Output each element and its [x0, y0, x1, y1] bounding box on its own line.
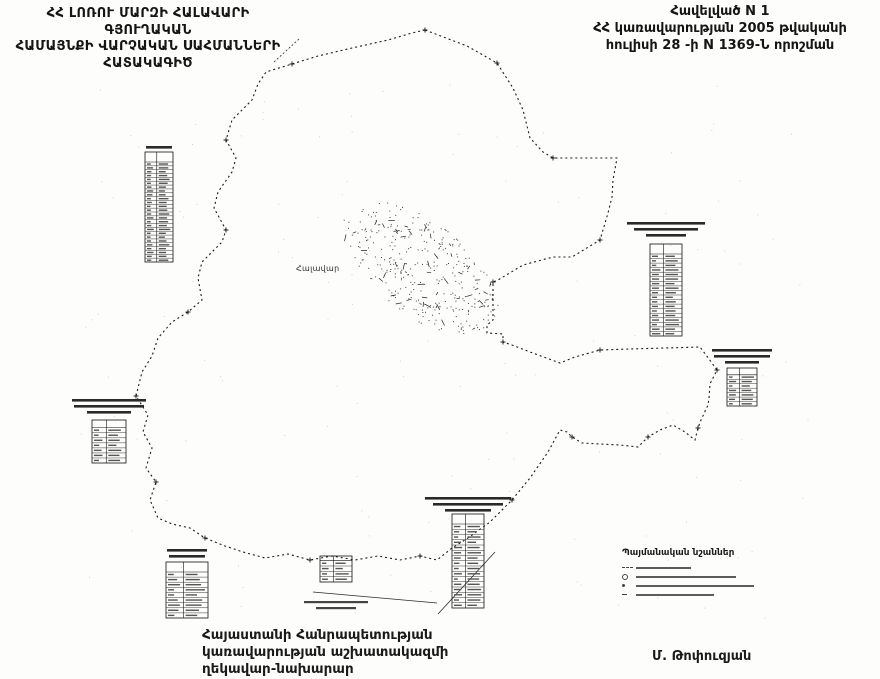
title-line-1: ՀՀ ԼՈՌՈՒ ՄԱՐԶԻ ՀԱԼԱՎԱՐԻ ԳՅՈՒՂԱԿԱՆ: [46, 6, 250, 38]
appendix-line-3: հուլիսի 28 -ի N 1369-Ն որոշման: [605, 37, 835, 53]
circle-mark-icon: [622, 574, 636, 580]
coordinate-table-t1: [145, 146, 173, 262]
appendix-note: [566, 4, 874, 55]
legend-item-label: [636, 594, 714, 596]
settlement-area-marks: [344, 203, 499, 335]
coordinate-table-t4: [72, 399, 146, 463]
dash-dot-line-icon: [622, 567, 636, 568]
footer-line-2: կառավարության աշխատակազմի: [202, 643, 449, 660]
coordinate-table-t6: [304, 556, 368, 609]
coordinate-table-t2: [627, 222, 705, 336]
coordinate-table-t5: [166, 549, 208, 618]
title-line-2: ՀԱՄԱՅՆՔԻ ՎԱՐՉԱԿԱՆ ՍԱՀՄԱՆՆԵՐԻ: [15, 39, 281, 55]
scan-noise: [81, 84, 809, 618]
footer-line-1: Հայաստանի Հանրապետության: [202, 627, 433, 643]
legend-item-label: [636, 576, 736, 578]
footer-line-3: ղեկավար-նախարար: [202, 660, 354, 677]
title-line-3: ՀԱՏԱԿԱԳԻԾ: [103, 55, 193, 71]
page-title: [6, 6, 290, 73]
legend-item: [622, 572, 798, 581]
signature-name: Մ. Թոփուզյան: [652, 649, 752, 664]
boundary-point-marks: [134, 28, 720, 563]
legend-title: Պայմանական նշաններ: [622, 548, 735, 558]
community-boundary-line: [136, 30, 717, 560]
appendix-line-2: ՀՀ կառավարության 2005 թվականի: [593, 20, 847, 36]
legend-item: [622, 590, 798, 599]
legend-item: [622, 563, 798, 572]
cross-mark-icon: [622, 594, 636, 595]
map-legend: [622, 548, 798, 599]
legend-item-label: [636, 585, 754, 587]
footer-official-text: [202, 627, 502, 678]
legend-items: [622, 563, 798, 599]
coordinate-table-t3: [712, 349, 772, 406]
dot-mark-icon: [622, 584, 636, 587]
road-line: [438, 552, 495, 614]
legend-item: [622, 581, 798, 590]
settlement-label: Հալավար: [296, 264, 340, 273]
legend-item-label: [636, 567, 691, 569]
appendix-line-1: Հավելված N 1: [670, 4, 770, 19]
coordinate-table-t7: [425, 497, 511, 608]
